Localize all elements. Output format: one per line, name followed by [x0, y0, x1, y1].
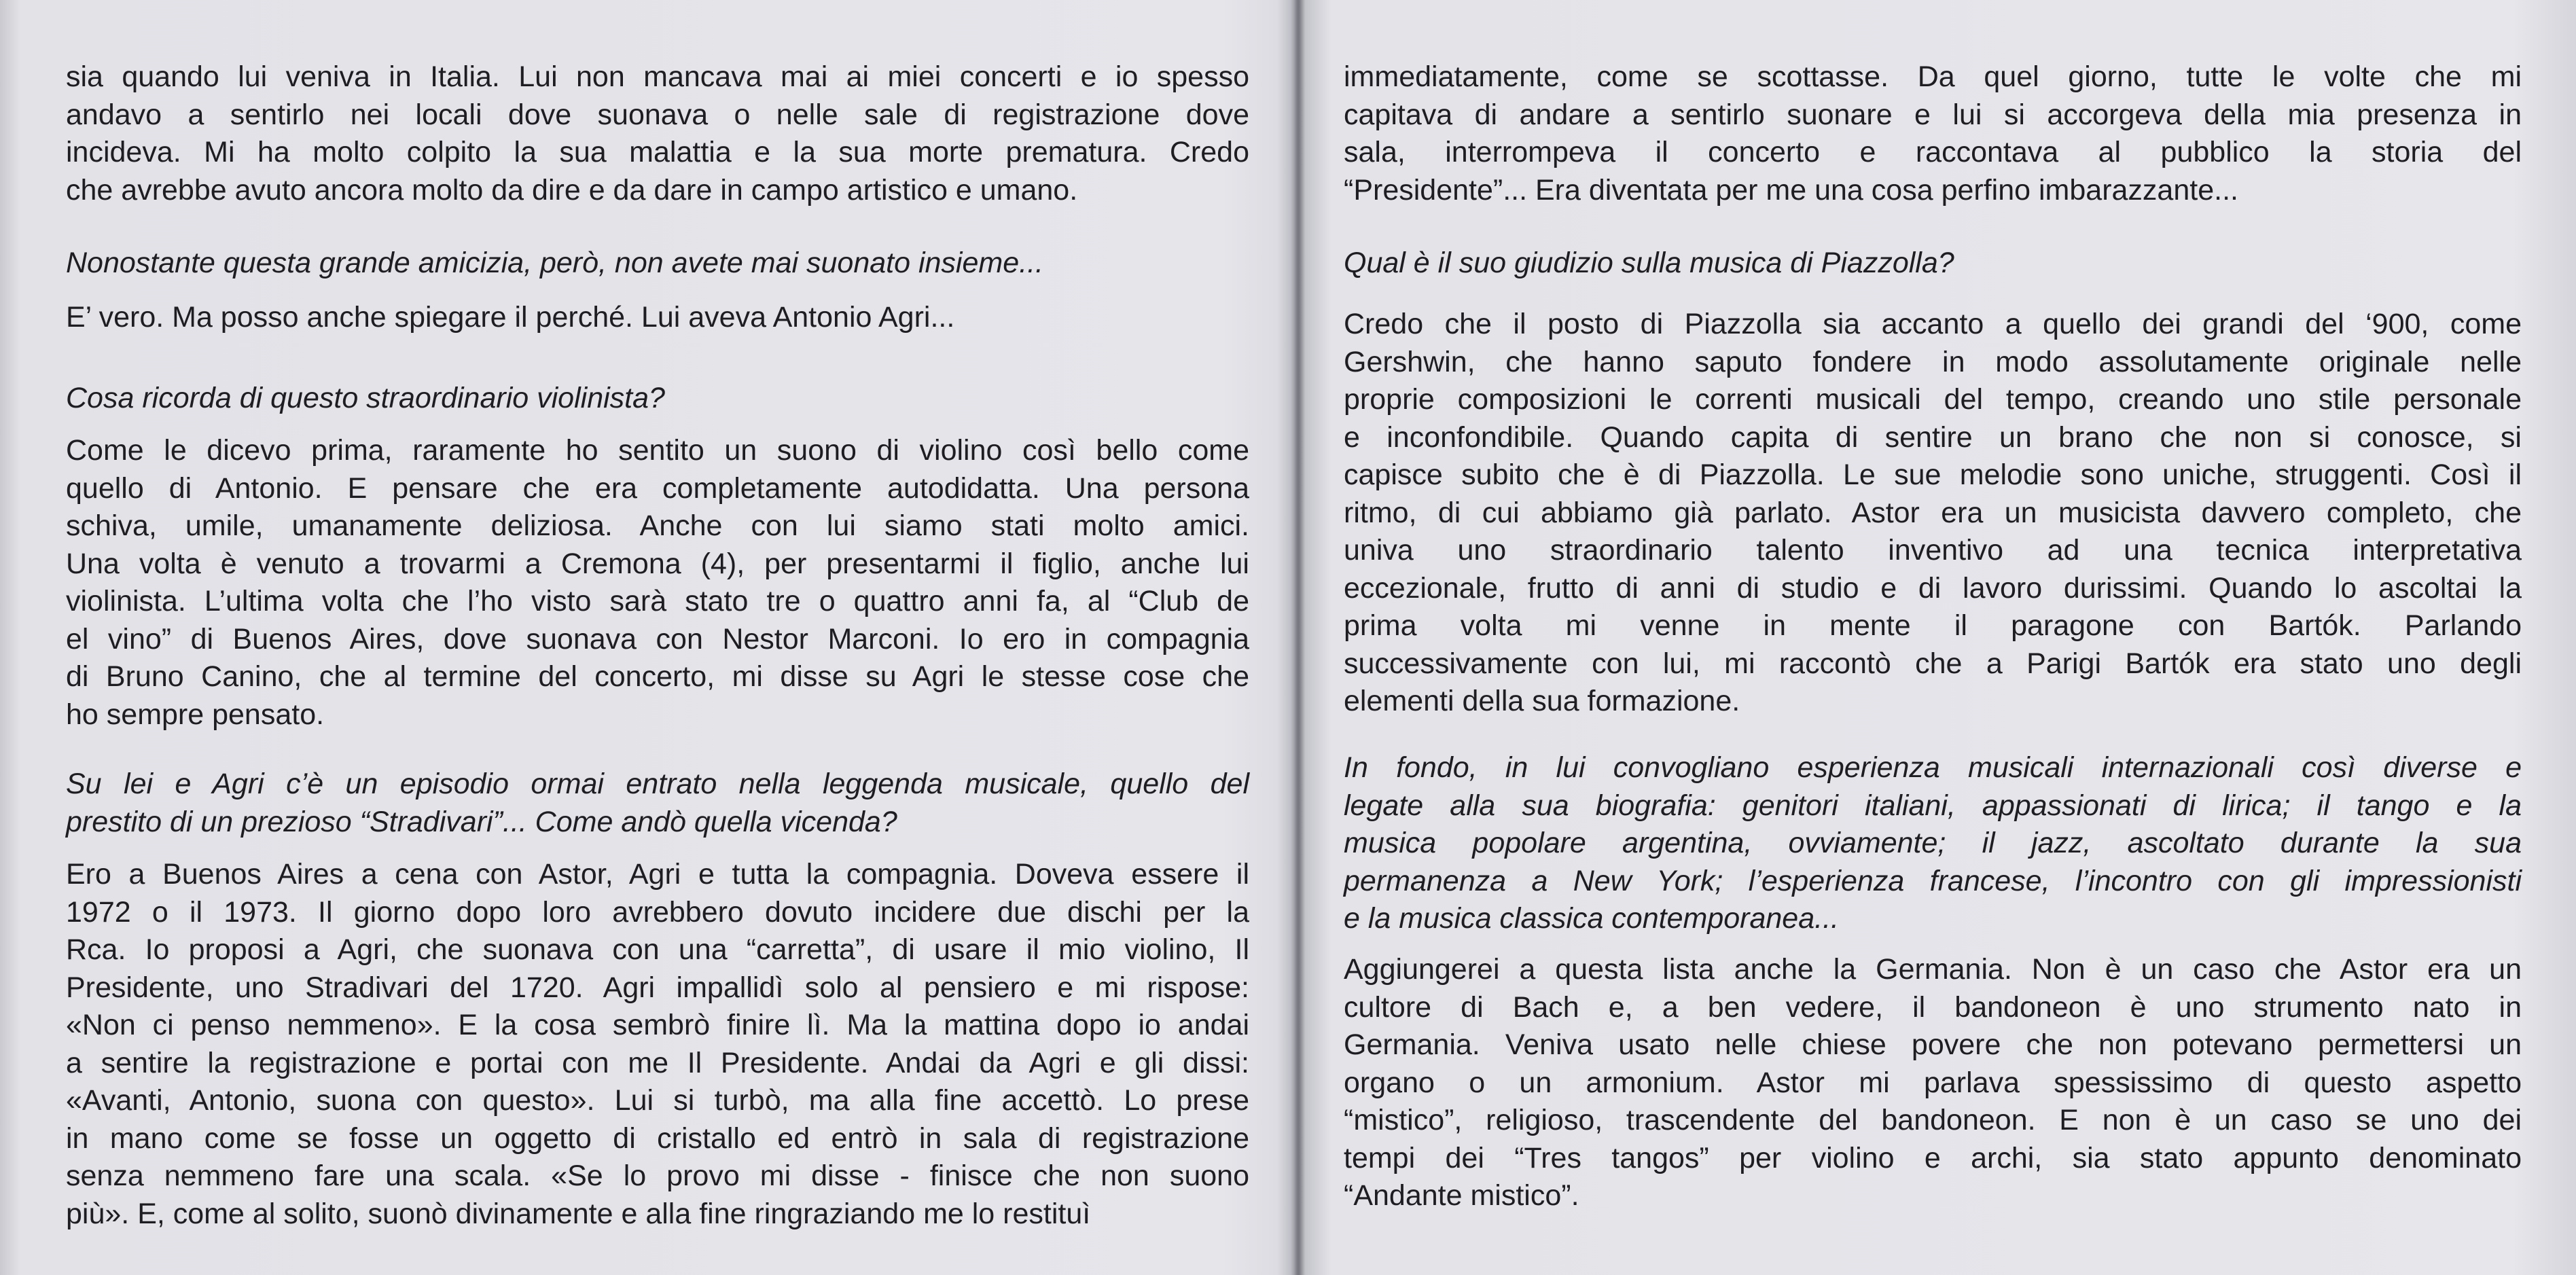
- text-line: Come le dicevo prima, raramente ho sentito un suono di violino così bello come: [66, 434, 1249, 467]
- text-line: sia quando lui veniva in Italia. Lui non mancava mai ai miei concerti e io spesso: [66, 60, 1249, 93]
- text-line: Ero a Buenos Aires a cena con Astor, Agri e tutta la compagnia. Doveva essere il: [66, 858, 1249, 891]
- text-line: elementi della sua formazione.: [1344, 685, 1740, 717]
- text-line: sala, interrompeva il concerto e raccontava al pubblico la storia del: [1344, 136, 2522, 168]
- text-line: ritmo, di cui abbiamo già parlato. Astor era un musicista davvero completo, che: [1344, 496, 2522, 529]
- text-line: Nonostante questa grande amicizia, però, non avete mai suonato insieme...: [66, 247, 1043, 279]
- question-paragraph: [1344, 245, 2522, 283]
- text-line: In fondo, in lui convogliano esperienza musicali internazionali così diverse e: [1344, 751, 2522, 784]
- text-line: quello di Antonio. E pensare che era completamente autodidatta. Una persona: [66, 471, 1249, 505]
- answer-paragraph: [66, 58, 1249, 209]
- answer-paragraph: [66, 856, 1249, 1233]
- text-line: successivamente con lui, mi raccontò che a Parigi Bartók era stato uno degli: [1344, 647, 2522, 680]
- text-line: più». E, come al solito, suonò divinamente e alla fine ringraziando me lo restituì: [66, 1197, 1091, 1230]
- text-line: Credo che il posto di Piazzolla sia accanto a quello dei grandi del ‘900, come: [1344, 308, 2522, 340]
- text-line: eccezionale, frutto di anni di studio e di lavoro durissimi. Quando lo ascoltai la: [1344, 571, 2522, 605]
- text-line: «Non ci penso nemmeno». E la cosa sembrò finire lì. Ma la mattina dopo io andai: [66, 1009, 1249, 1041]
- text-line: proprie composizioni le correnti musicali del tempo, creando uno stile personale: [1344, 383, 2522, 416]
- text-line: capitava di andare a sentirlo suonare e lui si accorgeva della mia presenza in: [1344, 98, 2522, 131]
- question-paragraph: [66, 245, 1249, 283]
- text-line: E’ vero. Ma posso anche spiegare il perché. Lui aveva Antonio Agri...: [66, 301, 955, 334]
- text-line: Germania. Veniva usato nelle chiese povere che non potevano permettersi un: [1344, 1028, 2522, 1061]
- answer-paragraph: [1344, 58, 2522, 209]
- answer-paragraph: [66, 432, 1249, 734]
- right-page: [1301, 0, 2576, 1275]
- question-paragraph: [1344, 749, 2522, 938]
- text-line: Gershwin, che hanno saputo fondere in modo assolutamente originale nelle: [1344, 345, 2522, 378]
- text-line: Presidente, uno Stradivari del 1720. Agri impallidì solo al pensiero e mi rispose:: [66, 971, 1249, 1004]
- text-line: violinista. L’ultima volta che l’ho visto sarà stato tre o quattro anni fa, al “Club de: [66, 585, 1249, 617]
- text-line: prestito di un prezioso “Stradivari”... Come andò quella vicenda?: [66, 805, 897, 838]
- text-line: el vino” di Buenos Aires, dove suonava con Nestor Marconi. Io ero in compagnia: [66, 622, 1249, 656]
- question-paragraph: [66, 766, 1249, 841]
- answer-paragraph: [66, 299, 1249, 337]
- text-line: Una volta è venuto a trovarmi a Cremona (4), per presentarmi il figlio, anche lui: [66, 547, 1249, 580]
- text-line: a sentire la registrazione e portai con me Il Presidente. Andai da Agri e gli dissi:: [66, 1046, 1249, 1079]
- text-line: e la musica classica contemporanea...: [1344, 902, 1839, 935]
- text-line: in mano come se fosse un oggetto di cristallo ed entrò in sala di registrazione: [66, 1121, 1249, 1155]
- text-line: andavo a sentirlo nei locali dove suonava o nelle sale di registrazione dove: [66, 98, 1249, 131]
- text-line: permanenza a New York; l’esperienza francese, l’incontro con gli impressionisti: [1344, 864, 2522, 897]
- text-line: univa uno straordinario talento inventivo ad una tecnica interpretativa: [1344, 534, 2522, 567]
- text-line: organo o un armonium. Astor mi parlava spessissimo di questo aspetto: [1344, 1066, 2522, 1099]
- text-line: “Presidente”... Era diventata per me una cosa perfino imbarazzante...: [1344, 173, 2238, 206]
- text-line: incideva. Mi ha molto colpito la sua malattia e la sua morte prematura. Credo: [66, 136, 1249, 168]
- question-paragraph: [66, 380, 1249, 418]
- text-line: immediatamente, come se scottasse. Da quel giorno, tutte le volte che mi: [1344, 60, 2522, 93]
- text-line: cultore di Bach e, a ben vedere, il bandoneon è uno strumento nato in: [1344, 990, 2522, 1024]
- text-line: «Avanti, Antonio, suona con questo». Lui si turbò, ma alla fine accettò. Lo prese: [66, 1084, 1249, 1117]
- text-line: capisce subito che è di Piazzolla. Le sue melodie sono uniche, struggenti. Così il: [1344, 459, 2522, 491]
- text-line: tempi dei “Tres tangos” per violino e archi, sia stato appunto denominato: [1344, 1141, 2522, 1174]
- text-line: di Bruno Canino, che al termine del concerto, mi disse su Agri le stesse cose che: [66, 660, 1249, 693]
- text-line: 1972 o il 1973. Il giorno dopo loro avrebbero dovuto incidere due dischi per la: [66, 895, 1249, 929]
- answer-paragraph: [1344, 306, 2522, 721]
- text-line: “Andante mistico”.: [1344, 1179, 1579, 1212]
- text-line: musica popolare argentina, ovviamente; il jazz, ascoltato durante la sua: [1344, 827, 2522, 859]
- text-line: Su lei e Agri c’è un episodio ormai entrato nella leggenda musicale, quello del: [66, 768, 1249, 800]
- text-line: e inconfondibile. Quando capita di sentire un brano che non si conosce, si: [1344, 420, 2522, 454]
- text-line: Aggiungerei a questa lista anche la Germania. Non è un caso che Astor era un: [1344, 953, 2522, 986]
- text-line: Cosa ricorda di questo straordinario violinista?: [66, 382, 665, 414]
- text-line: ho sempre pensato.: [66, 698, 325, 731]
- text-line: schiva, umile, umanamente deliziosa. Anche con lui siamo stati molto amici.: [66, 509, 1249, 542]
- text-line: senza nemmeno fare una scala. «Se lo provo mi disse - finisce che non suono: [66, 1160, 1249, 1192]
- text-line: Qual è il suo giudizio sulla musica di Piazzolla?: [1344, 247, 1954, 279]
- text-line: prima volta mi venne in mente il paragone con Bartók. Parlando: [1344, 609, 2522, 642]
- text-line: legate alla sua biografia: genitori italiani, appassionati di lirica; il tango e la: [1344, 789, 2522, 822]
- text-line: Rca. Io proposi a Agri, che suonava con una “carretta”, di usare il mio violino, Il: [66, 933, 1249, 966]
- text-line: “mistico”, religioso, trascendente del bandoneon. E non è un caso se uno dei: [1344, 1104, 2522, 1136]
- text-line: che avrebbe avuto ancora molto da dire e da dare in campo artistico e umano.: [66, 173, 1078, 206]
- answer-paragraph: [1344, 951, 2522, 1215]
